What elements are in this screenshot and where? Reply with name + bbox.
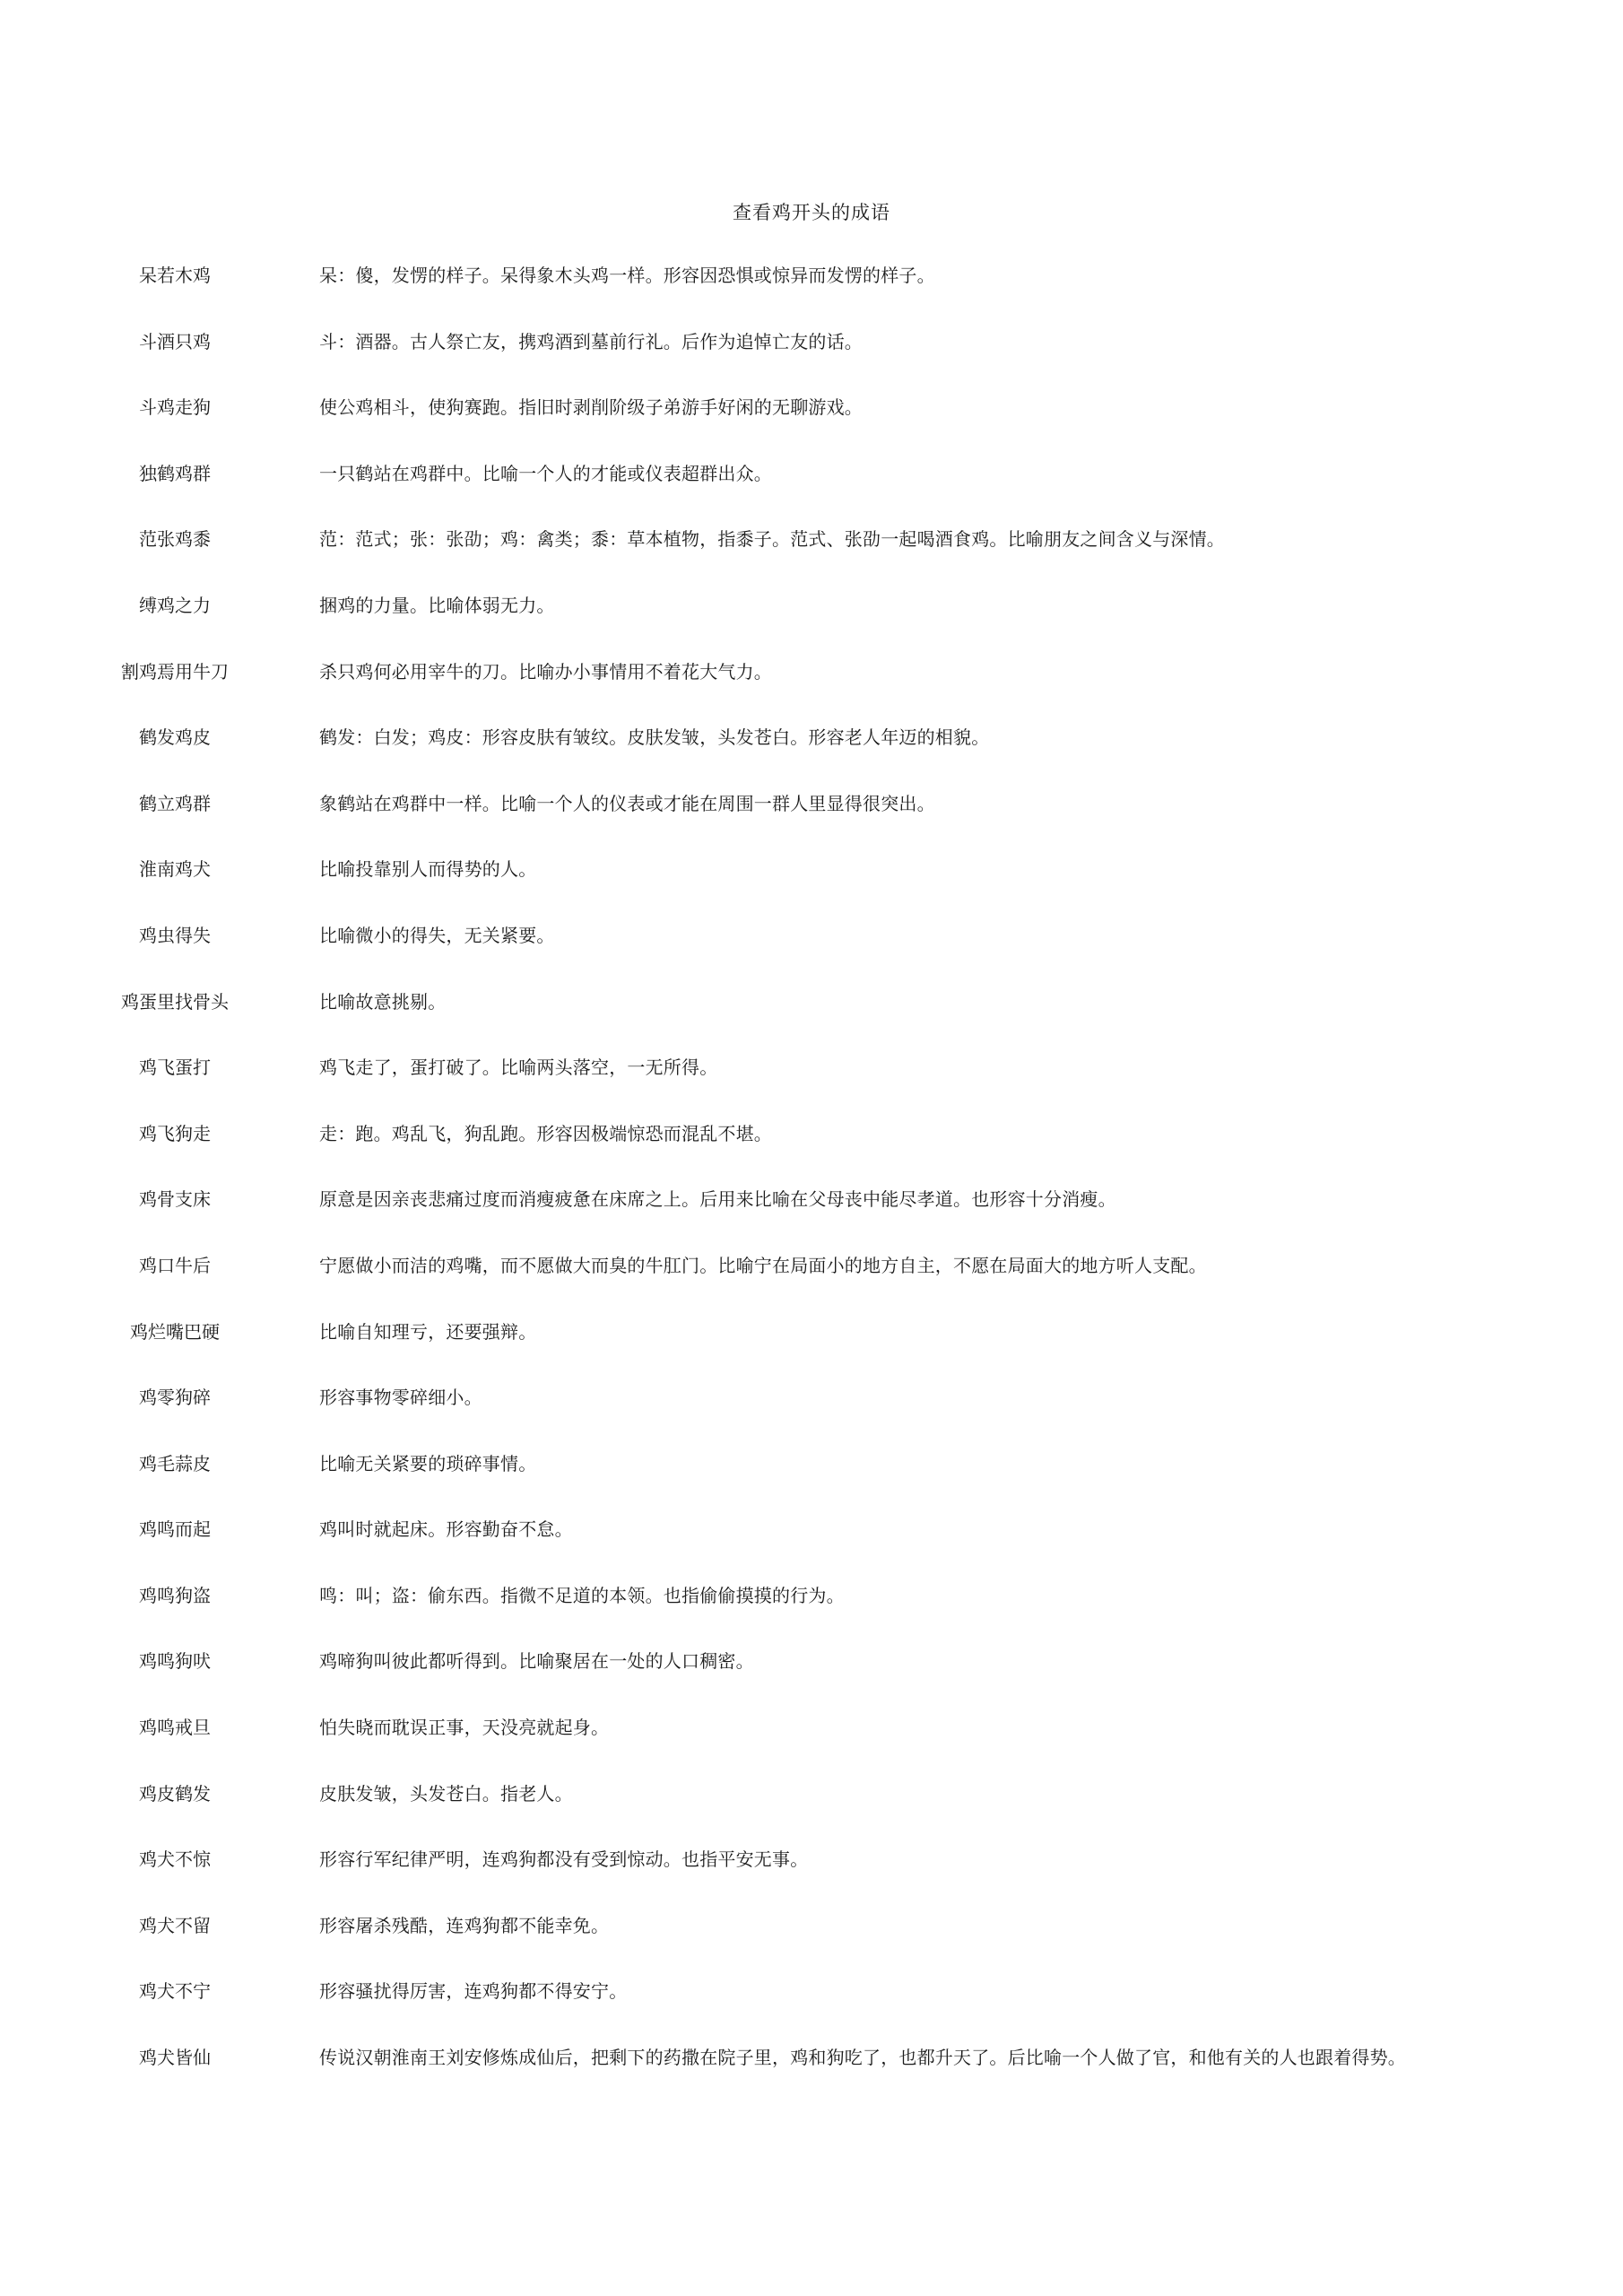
idiom-term: 鸡犬不惊 bbox=[139, 1848, 211, 1871]
list-item bbox=[0, 1318, 1623, 1385]
idiom-term: 鸡零狗碎 bbox=[139, 1387, 211, 1409]
idiom-term: 鸡烂嘴巴硬 bbox=[130, 1320, 220, 1343]
list-item bbox=[0, 1648, 1623, 1714]
idiom-definition: 鸡啼狗叫彼此都听得到。比喻聚居在一处的人口稠密。 bbox=[319, 1650, 754, 1673]
list-item bbox=[0, 2044, 1623, 2110]
list-item bbox=[0, 1252, 1623, 1318]
list-item bbox=[0, 328, 1623, 395]
idiom-term: 缚鸡之力 bbox=[139, 594, 211, 616]
list-item bbox=[0, 526, 1623, 592]
idiom-definition: 怕失晓而耽误正事，天没亮就起身。 bbox=[319, 1717, 610, 1739]
list-item bbox=[0, 988, 1623, 1055]
idiom-definition: 比喻故意挑剔。 bbox=[319, 990, 447, 1013]
idiom-definition: 范：范式；张：张劭；鸡：禽类；黍：草本植物，指黍子。范式、张劭一起喝酒食鸡。比喻朋友之间含义与深情。 bbox=[319, 528, 1225, 551]
idiom-term: 鹤发鸡皮 bbox=[139, 726, 211, 749]
idiom-definition: 比喻自知理亏，还要强辩。 bbox=[319, 1320, 537, 1343]
idiom-definition: 斗：酒器。古人祭亡友，携鸡酒到墓前行礼。后作为追悼亡友的话。 bbox=[319, 330, 863, 352]
idiom-term: 鸡口牛后 bbox=[139, 1254, 211, 1276]
idiom-definition: 鸡飞走了，蛋打破了。比喻两头落空，一无所得。 bbox=[319, 1057, 718, 1079]
list-item bbox=[0, 922, 1623, 988]
list-item bbox=[0, 1912, 1623, 1979]
idiom-term: 鸡鸣戒旦 bbox=[139, 1717, 211, 1739]
idiom-term: 鸡骨支床 bbox=[139, 1188, 211, 1211]
idiom-definition: 皮肤发皱，头发苍白。指老人。 bbox=[319, 1782, 573, 1805]
idiom-definition: 比喻投靠别人而得势的人。 bbox=[319, 858, 537, 881]
idiom-definition: 鸡叫时就起床。形容勤奋不怠。 bbox=[319, 1518, 573, 1541]
idiom-term: 鸡虫得失 bbox=[139, 924, 211, 946]
list-item bbox=[0, 1780, 1623, 1847]
idiom-definition: 宁愿做小而洁的鸡嘴，而不愿做大而臭的牛肛门。比喻宁在局面小的地方自主，不愿在局面大的地方听人支配。 bbox=[319, 1254, 1207, 1276]
list-item bbox=[0, 856, 1623, 922]
idiom-definition: 形容屠杀残酷，连鸡狗都不能幸免。 bbox=[319, 1914, 610, 1936]
idiom-definition: 呆：傻，发愣的样子。呆得象木头鸡一样。形容因恐惧或惊异而发愣的样子。 bbox=[319, 265, 935, 286]
idiom-term: 鸡皮鹤发 bbox=[139, 1782, 211, 1805]
idiom-term: 独鹤鸡群 bbox=[139, 462, 211, 484]
idiom-term: 斗鸡走狗 bbox=[139, 396, 211, 419]
idiom-term: 鸡犬不留 bbox=[139, 1914, 211, 1936]
list-item bbox=[0, 1582, 1623, 1648]
idiom-term: 鸡飞蛋打 bbox=[139, 1057, 211, 1079]
idiom-term: 呆若木鸡 bbox=[139, 265, 211, 286]
list-item bbox=[0, 1714, 1623, 1780]
idiom-term: 鸡鸣狗盗 bbox=[139, 1584, 211, 1606]
idiom-term: 鸡鸣狗吠 bbox=[139, 1650, 211, 1673]
idiom-definition: 象鹤站在鸡群中一样。比喻一个人的仪表或才能在周围一群人里显得很突出。 bbox=[319, 792, 935, 814]
list-item bbox=[0, 1186, 1623, 1252]
idiom-definition: 形容事物零碎细小。 bbox=[319, 1387, 482, 1409]
idiom-term: 鸡犬不宁 bbox=[139, 1980, 211, 2003]
list-item bbox=[0, 1384, 1623, 1450]
idiom-definition: 传说汉朝淮南王刘安修炼成仙后，把剩下的药撒在院子里，鸡和狗吃了，也都升天了。后比喻一个人做了官，和他有关的人也跟着得势。 bbox=[319, 2047, 1406, 2069]
idiom-term: 淮南鸡犬 bbox=[139, 858, 211, 881]
idiom-definition: 走：跑。鸡乱飞，狗乱跑。形容因极端惊恐而混乱不堪。 bbox=[319, 1122, 772, 1144]
idiom-term: 鸡毛蒜皮 bbox=[139, 1452, 211, 1474]
list-item bbox=[0, 658, 1623, 725]
list-item bbox=[0, 1054, 1623, 1120]
list-item bbox=[0, 1978, 1623, 2044]
list-item bbox=[0, 262, 1623, 328]
idiom-term: 鸡犬皆仙 bbox=[139, 2047, 211, 2069]
idiom-definition: 杀只鸡何必用宰牛的刀。比喻办小事情用不着花大气力。 bbox=[319, 660, 772, 683]
idiom-definition: 形容骚扰得厉害，连鸡狗都不得安宁。 bbox=[319, 1980, 628, 2003]
idiom-definition: 鸣：叫；盗：偷东西。指微不足道的本领。也指偷偷摸摸的行为。 bbox=[319, 1584, 845, 1606]
list-item bbox=[0, 460, 1623, 526]
list-item bbox=[0, 1846, 1623, 1912]
idiom-definition: 鹤发：白发；鸡皮：形容皮肤有皱纹。皮肤发皱，头发苍白。形容老人年迈的相貌。 bbox=[319, 726, 990, 749]
idiom-definition: 形容行军纪律严明，连鸡狗都没有受到惊动。也指平安无事。 bbox=[319, 1848, 809, 1871]
idiom-term: 鹤立鸡群 bbox=[139, 792, 211, 814]
idiom-definition: 一只鹤站在鸡群中。比喻一个人的才能或仪表超群出众。 bbox=[319, 462, 772, 484]
list-item bbox=[0, 724, 1623, 790]
idiom-definition: 比喻无关紧要的琐碎事情。 bbox=[319, 1452, 537, 1474]
idiom-term: 范张鸡黍 bbox=[139, 528, 211, 551]
idiom-definition: 捆鸡的力量。比喻体弱无力。 bbox=[319, 594, 555, 616]
idiom-definition: 使公鸡相斗，使狗赛跑。指旧时剥削阶级子弟游手好闲的无聊游戏。 bbox=[319, 396, 863, 419]
list-item bbox=[0, 1450, 1623, 1517]
idiom-term: 割鸡焉用牛刀 bbox=[121, 660, 229, 683]
idiom-list bbox=[0, 262, 1623, 2110]
list-item bbox=[0, 592, 1623, 658]
list-item bbox=[0, 790, 1623, 857]
list-item bbox=[0, 394, 1623, 460]
page-title: 查看鸡开头的成语 bbox=[733, 202, 890, 223]
list-item bbox=[0, 1120, 1623, 1187]
idiom-definition: 原意是因亲丧悲痛过度而消瘦疲惫在床席之上。后用来比喻在父母丧中能尽孝道。也形容十分消瘦。 bbox=[319, 1188, 1116, 1211]
list-item bbox=[0, 1516, 1623, 1582]
idiom-definition: 比喻微小的得失，无关紧要。 bbox=[319, 924, 555, 946]
idiom-term: 鸡蛋里找骨头 bbox=[121, 990, 229, 1013]
idiom-term: 鸡鸣而起 bbox=[139, 1518, 211, 1541]
idiom-term: 鸡飞狗走 bbox=[139, 1122, 211, 1144]
idiom-term: 斗酒只鸡 bbox=[139, 330, 211, 352]
